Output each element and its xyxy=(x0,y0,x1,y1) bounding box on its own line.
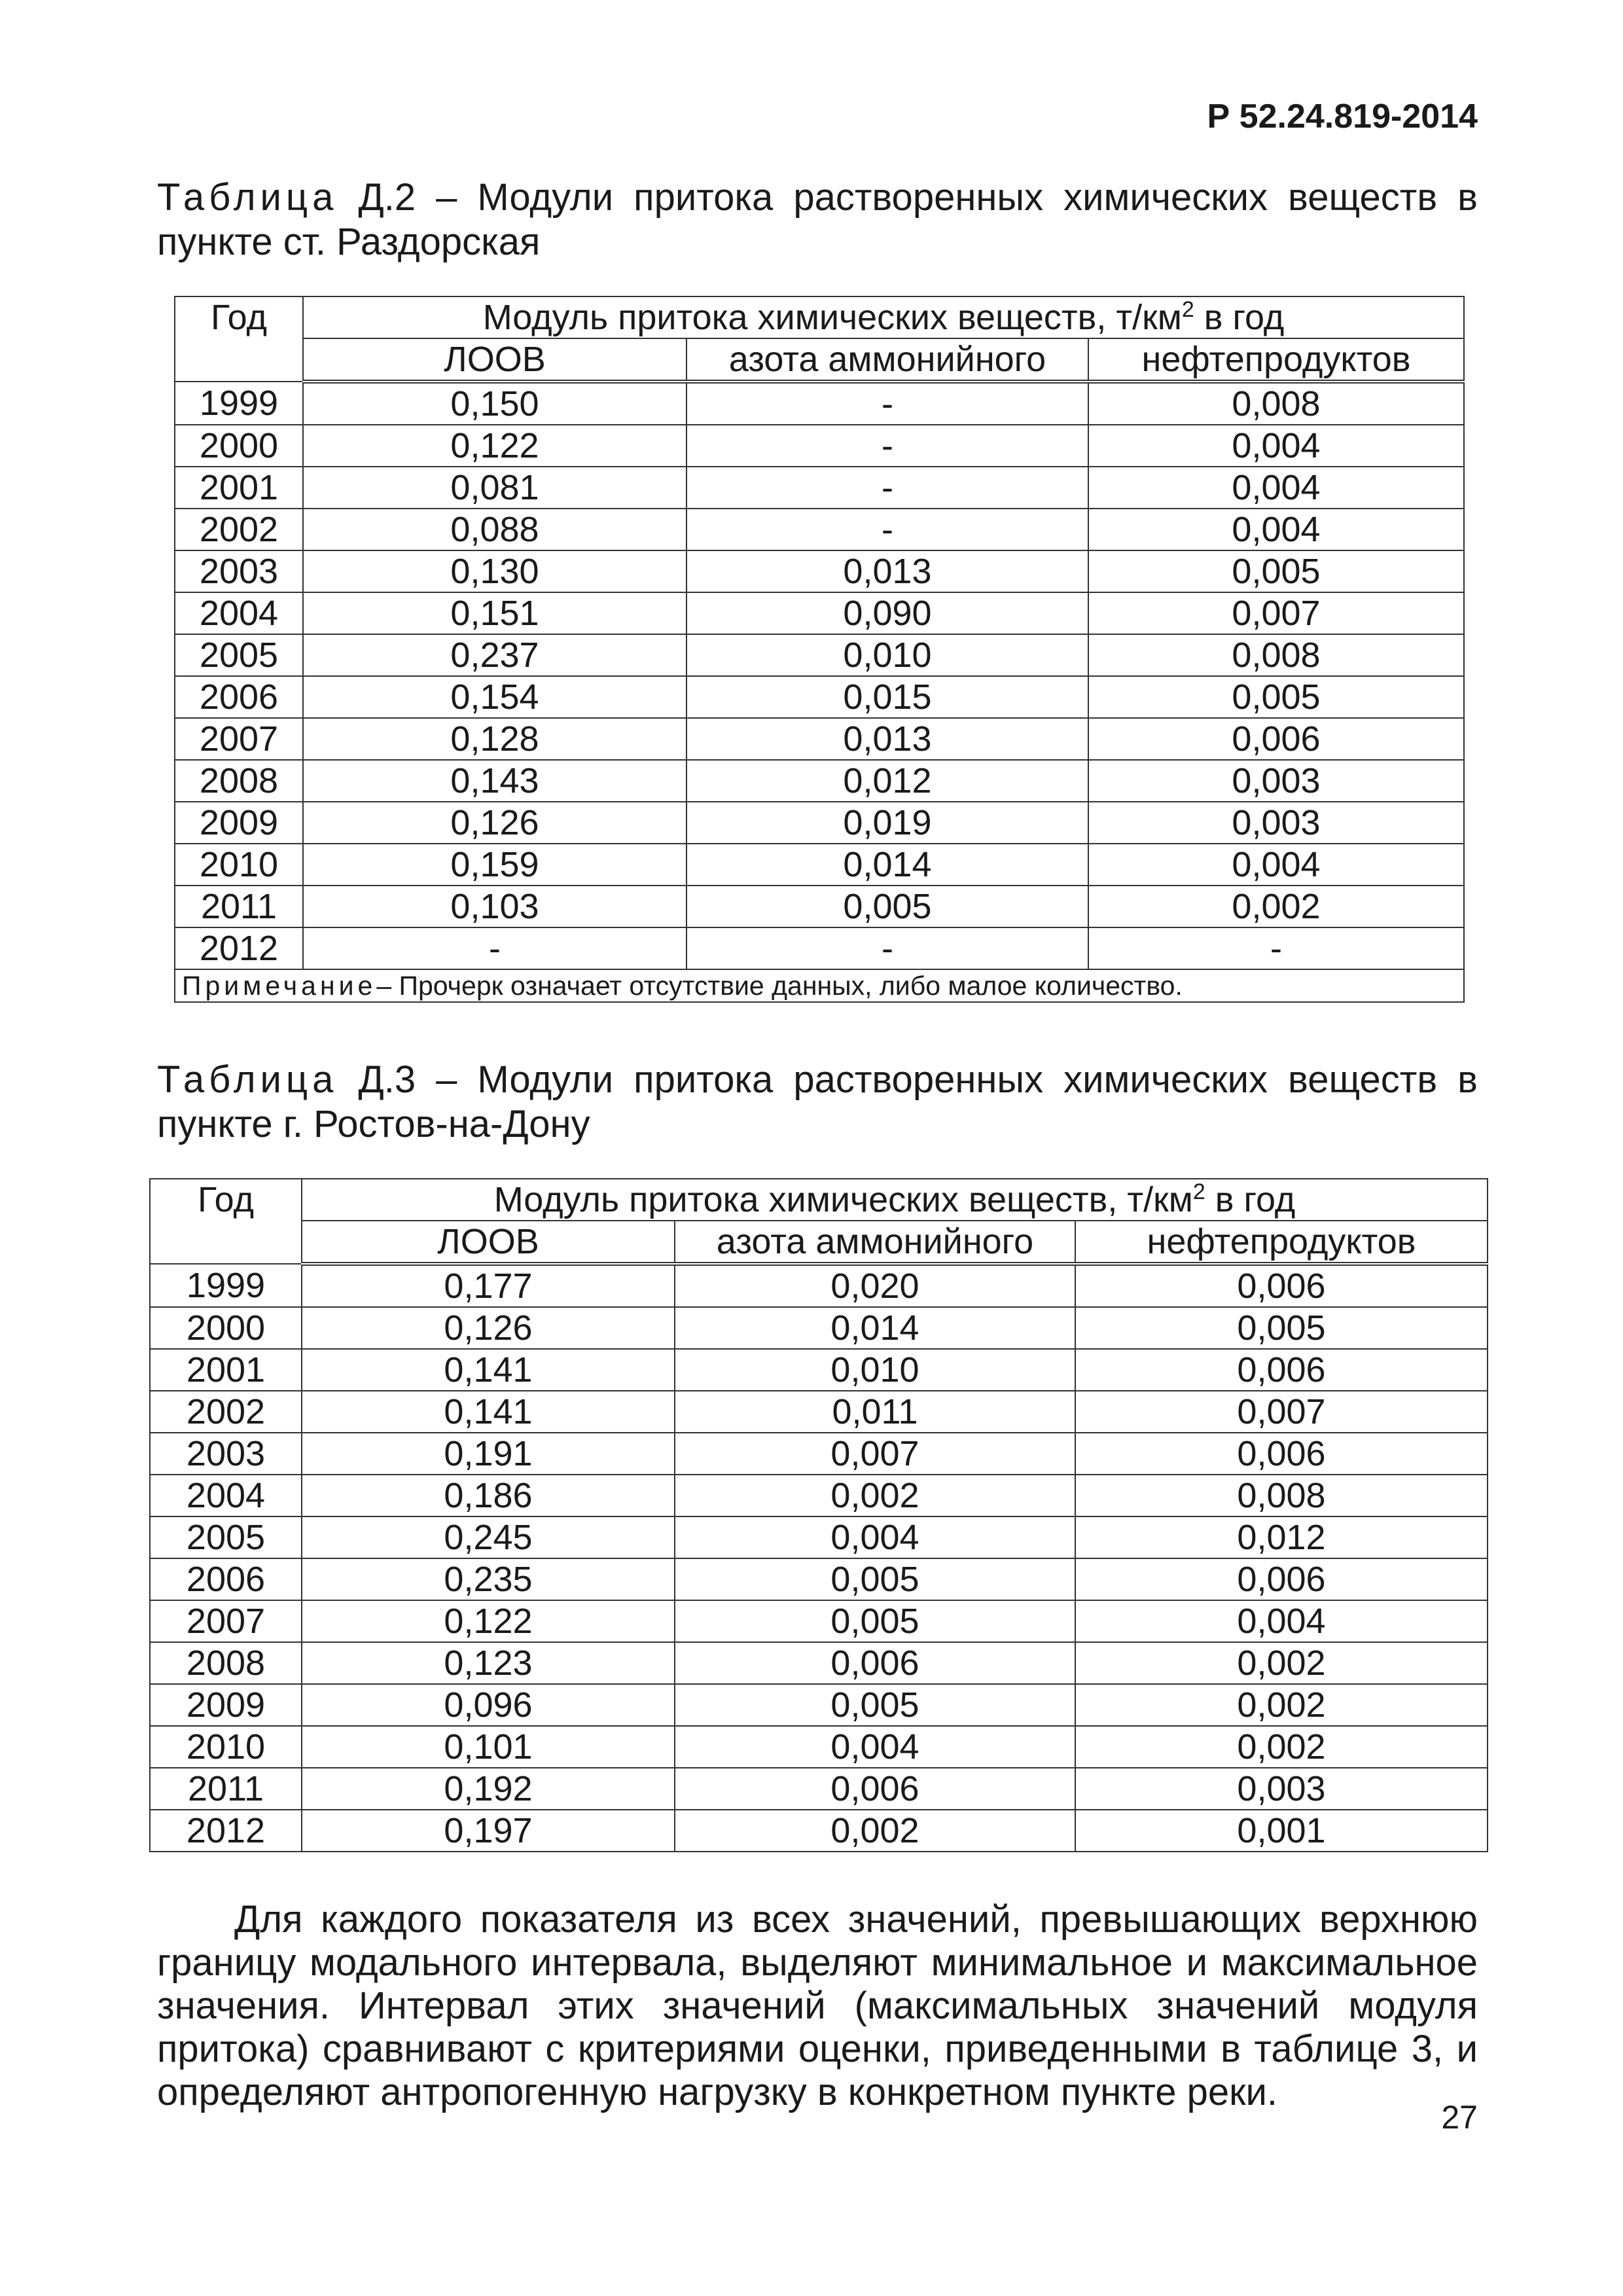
value-cell: 0,002 xyxy=(1088,886,1464,927)
value-cell: - xyxy=(687,927,1088,969)
table-d2-caption xyxy=(157,175,1478,264)
value-cell: 0,122 xyxy=(303,425,687,467)
value-cell: 0,008 xyxy=(1088,382,1464,425)
value-cell: 0,014 xyxy=(675,1307,1075,1349)
header-year: Год xyxy=(175,296,303,382)
table-row xyxy=(175,927,1464,969)
year-cell: 2008 xyxy=(150,1642,302,1684)
value-cell: 0,020 xyxy=(675,1264,1075,1307)
year-cell: 2002 xyxy=(175,509,303,550)
year-cell: 2004 xyxy=(150,1475,302,1516)
table-row xyxy=(175,467,1464,509)
page-number: 27 xyxy=(1441,2099,1478,2136)
year-cell: 2009 xyxy=(150,1684,302,1726)
caption-label: Таблица xyxy=(157,1058,338,1101)
value-cell: 0,003 xyxy=(1088,802,1464,844)
year-cell: 1999 xyxy=(150,1264,302,1307)
value-cell: 0,005 xyxy=(675,1684,1075,1726)
value-cell: 0,007 xyxy=(1088,592,1464,634)
caption-text: Д.3 – Модули притока растворенных химических веществ в пункте г. Ростов-на-Дону xyxy=(157,1058,1478,1145)
value-cell: 0,007 xyxy=(1075,1391,1488,1433)
value-cell: 0,008 xyxy=(1075,1475,1488,1516)
table-row xyxy=(150,1475,1488,1516)
value-cell: 0,003 xyxy=(1075,1768,1488,1810)
value-cell: 0,008 xyxy=(1088,634,1464,676)
table-row xyxy=(175,886,1464,927)
table-row xyxy=(175,718,1464,760)
table-d3-body xyxy=(150,1264,1488,1852)
value-cell: 0,103 xyxy=(303,886,687,927)
value-cell: 0,006 xyxy=(675,1642,1075,1684)
value-cell: 0,002 xyxy=(1075,1642,1488,1684)
table-d2-body xyxy=(175,382,1464,969)
value-cell: - xyxy=(687,509,1088,550)
value-cell: 0,150 xyxy=(303,382,687,425)
header-ammonium: азота аммонийного xyxy=(675,1221,1075,1264)
value-cell: 0,191 xyxy=(302,1433,675,1475)
value-cell: 0,088 xyxy=(303,509,687,550)
table-row xyxy=(175,676,1464,718)
year-cell: 2008 xyxy=(175,760,303,802)
value-cell: 0,006 xyxy=(675,1768,1075,1810)
table-row xyxy=(150,1558,1488,1600)
value-cell: 0,005 xyxy=(1088,550,1464,592)
year-cell: 2001 xyxy=(175,467,303,509)
table-row xyxy=(150,1684,1488,1726)
value-cell: 0,151 xyxy=(303,592,687,634)
table-row xyxy=(150,1768,1488,1810)
value-cell: 0,002 xyxy=(1075,1726,1488,1768)
value-cell: 0,081 xyxy=(303,467,687,509)
value-cell: 0,013 xyxy=(687,718,1088,760)
value-cell: 0,005 xyxy=(675,1558,1075,1600)
table-row xyxy=(150,1810,1488,1852)
value-cell: 0,192 xyxy=(302,1768,675,1810)
table-row xyxy=(175,382,1464,425)
value-cell: 0,014 xyxy=(687,844,1088,886)
header-loov: ЛООВ xyxy=(303,338,687,382)
value-cell: 0,019 xyxy=(687,802,1088,844)
value-cell: 0,005 xyxy=(687,886,1088,927)
year-cell: 2002 xyxy=(150,1391,302,1433)
year-cell: 2006 xyxy=(150,1558,302,1600)
document-code: Р 52.24.819-2014 xyxy=(1207,98,1478,135)
caption-text: Д.2 – Модули притока растворенных химических веществ в пункте ст. Раздорская xyxy=(157,176,1478,263)
year-cell: 2000 xyxy=(150,1307,302,1349)
value-cell: 0,141 xyxy=(302,1349,675,1391)
header-ammonium: азота аммонийного xyxy=(687,338,1088,382)
value-cell: 0,006 xyxy=(1088,718,1464,760)
value-cell: 0,003 xyxy=(1088,760,1464,802)
table-row xyxy=(150,1307,1488,1349)
value-cell: 0,012 xyxy=(1075,1516,1488,1558)
value-cell: 0,154 xyxy=(303,676,687,718)
value-cell: 0,004 xyxy=(1088,509,1464,550)
value-cell: 0,004 xyxy=(675,1726,1075,1768)
value-cell: 0,130 xyxy=(303,550,687,592)
value-cell: 0,177 xyxy=(302,1264,675,1307)
table-row xyxy=(175,844,1464,886)
value-cell: 0,006 xyxy=(1075,1349,1488,1391)
paragraph-text: Для каждого показателя из всех значений, превышающих верхнюю границу модального интервала, выделяют минимальное и максимальное значения. Интервал этих значений (максимальных значений модуля притока) сравнивают с критериями оценки, приведенными в таблице 3, и определяют антропогенную нагрузку в конкретном пункте реки. xyxy=(157,1898,1478,2113)
value-cell: 0,010 xyxy=(687,634,1088,676)
year-cell: 2005 xyxy=(175,634,303,676)
value-cell: 0,004 xyxy=(1075,1600,1488,1642)
table-row xyxy=(175,592,1464,634)
value-cell: - xyxy=(303,927,687,969)
table-d2 xyxy=(174,296,1465,1003)
year-cell: 2011 xyxy=(150,1768,302,1810)
table-d3-caption xyxy=(157,1058,1478,1147)
table-row xyxy=(150,1516,1488,1558)
value-cell: 0,012 xyxy=(687,760,1088,802)
value-cell: 0,122 xyxy=(302,1600,675,1642)
value-cell: - xyxy=(1088,927,1464,969)
table-row xyxy=(150,1264,1488,1307)
value-cell: 0,143 xyxy=(303,760,687,802)
year-cell: 2010 xyxy=(175,844,303,886)
value-cell: 0,002 xyxy=(675,1475,1075,1516)
year-cell: 2009 xyxy=(175,802,303,844)
table-row xyxy=(175,802,1464,844)
value-cell: 0,126 xyxy=(303,802,687,844)
value-cell: 0,141 xyxy=(302,1391,675,1433)
table-row xyxy=(150,1642,1488,1684)
value-cell: 0,237 xyxy=(303,634,687,676)
year-cell: 2012 xyxy=(175,927,303,969)
value-cell: 0,004 xyxy=(1088,844,1464,886)
value-cell: 0,002 xyxy=(675,1810,1075,1852)
year-cell: 1999 xyxy=(175,382,303,425)
value-cell: 0,006 xyxy=(1075,1558,1488,1600)
value-cell: 0,126 xyxy=(302,1307,675,1349)
value-cell: - xyxy=(687,425,1088,467)
table-row xyxy=(150,1726,1488,1768)
value-cell: 0,006 xyxy=(1075,1264,1488,1307)
value-cell: 0,186 xyxy=(302,1475,675,1516)
value-cell: 0,015 xyxy=(687,676,1088,718)
header-group: Модуль притока химических веществ, $т/км^2$ в год xyxy=(302,1179,1488,1221)
header-loov: ЛООВ xyxy=(302,1221,675,1264)
table-d3 xyxy=(149,1178,1488,1852)
year-cell: 2001 xyxy=(150,1349,302,1391)
value-cell: 0,197 xyxy=(302,1810,675,1852)
year-cell: 2006 xyxy=(175,676,303,718)
year-cell: 2007 xyxy=(175,718,303,760)
value-cell: 0,006 xyxy=(1075,1433,1488,1475)
year-cell: 2003 xyxy=(150,1433,302,1475)
body-paragraph xyxy=(157,1898,1478,2114)
table-row xyxy=(175,509,1464,550)
value-cell: 0,101 xyxy=(302,1726,675,1768)
table-d2-note: Примечание– Прочерк означает отсутствие данных, либо малое количество. xyxy=(175,969,1464,1002)
header-year: Год xyxy=(150,1179,302,1264)
table-row xyxy=(175,760,1464,802)
value-cell: 0,096 xyxy=(302,1684,675,1726)
value-cell: 0,005 xyxy=(675,1600,1075,1642)
value-cell: 0,004 xyxy=(675,1516,1075,1558)
year-cell: 2003 xyxy=(175,550,303,592)
value-cell: 0,007 xyxy=(675,1433,1075,1475)
value-cell: 0,245 xyxy=(302,1516,675,1558)
value-cell: 0,123 xyxy=(302,1642,675,1684)
value-cell: 0,235 xyxy=(302,1558,675,1600)
year-cell: 2004 xyxy=(175,592,303,634)
year-cell: 2011 xyxy=(175,886,303,927)
year-cell: 2005 xyxy=(150,1516,302,1558)
value-cell: 0,011 xyxy=(675,1391,1075,1433)
value-cell: 0,090 xyxy=(687,592,1088,634)
value-cell: 0,001 xyxy=(1075,1810,1488,1852)
header-oil: нефтепродуктов xyxy=(1088,338,1464,382)
value-cell: 0,005 xyxy=(1088,676,1464,718)
value-cell: 0,159 xyxy=(303,844,687,886)
value-cell: 0,004 xyxy=(1088,425,1464,467)
table-row xyxy=(150,1600,1488,1642)
value-cell: 0,013 xyxy=(687,550,1088,592)
header-oil: нефтепродуктов xyxy=(1075,1221,1488,1264)
value-cell: 0,128 xyxy=(303,718,687,760)
header-group: Модуль притока химических веществ, $т/км^2$ в год xyxy=(303,296,1464,338)
value-cell: - xyxy=(687,382,1088,425)
year-cell: 2000 xyxy=(175,425,303,467)
value-cell: 0,002 xyxy=(1075,1684,1488,1726)
year-cell: 2012 xyxy=(150,1810,302,1852)
value-cell: 0,004 xyxy=(1088,467,1464,509)
table-row xyxy=(150,1349,1488,1391)
year-cell: 2010 xyxy=(150,1726,302,1768)
table-row xyxy=(175,425,1464,467)
table-row xyxy=(150,1433,1488,1475)
value-cell: 0,005 xyxy=(1075,1307,1488,1349)
value-cell: - xyxy=(687,467,1088,509)
year-cell: 2007 xyxy=(150,1600,302,1642)
table-row xyxy=(150,1391,1488,1433)
table-row xyxy=(175,550,1464,592)
caption-label: Таблица xyxy=(157,176,338,219)
value-cell: 0,010 xyxy=(675,1349,1075,1391)
table-row xyxy=(175,634,1464,676)
